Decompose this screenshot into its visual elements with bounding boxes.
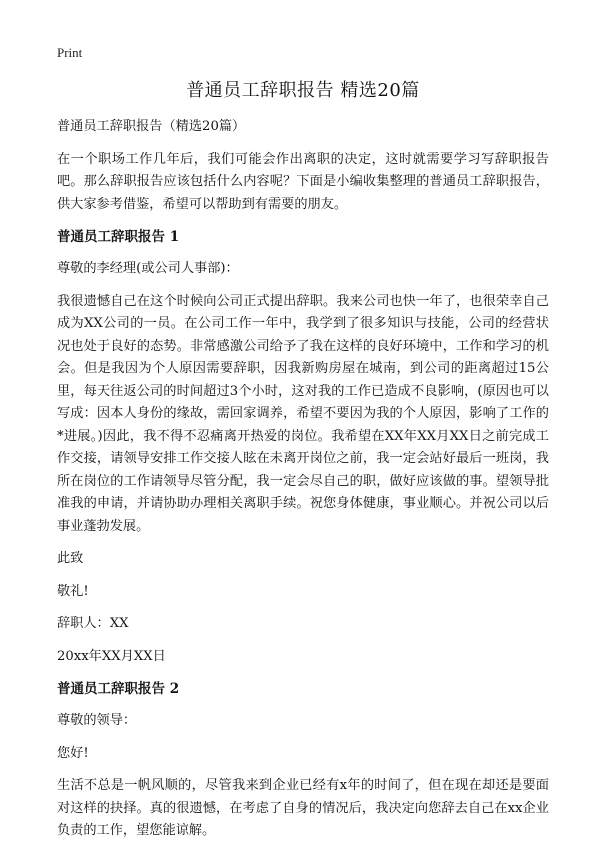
document-title: 普通员工辞职报告 精选20篇 bbox=[186, 80, 420, 101]
report-2-salutation: 尊敬的领导： bbox=[57, 713, 137, 728]
report-1-date: 20xx年XX月XX日 bbox=[57, 648, 166, 664]
document-subtitle: 普通员工辞职报告（精选20篇） bbox=[57, 119, 246, 134]
report-1-body: 我很遗憾自己在这个时候向公司正式提出辞职。我来公司也快一年了，也很荣幸自己成为XX公司的一员。在公司工作一年中，我学到了很多知识与技能，公司的经营状况也处于良好的态势。非常感激公司给予了我在这样的良好环境中，工作和学习的机会。但是我因为个人原因需要辞职，因我新购房屋在城南，到公司的距离超过15公里，每天往返公司的时间超过3个小时，这对我的工作已造成不良影响，(原因也可以写成：因本人身份的缘故，需回家调养，希望不要因为我的个人原因，影响了工作的*进展。)因此，我不得不忍痛离开热爱的岗位。我希望在XX年XX月XX日之前完成工作交接，请领导安排工作交接人眩在未离开岗位之前，我一定会站好最后一班岗，我所在岗位的工作请领导尽管分配，我一定会尽自己的职，做好应该做的事。望领导批准我的申请，并请协助办理相关离职手续。祝您身体健康，事业顺心。并祝公司以后事业蓬勃发展。 bbox=[57, 293, 549, 534]
report-1-heading: 普通员工辞职报告 1 bbox=[57, 229, 180, 245]
intro-paragraph: 在一个职场工作几年后，我们可能会作出离职的决定，这时就需要学习写辞职报告吧。那么辞职报告应该包括什么内容呢？下面是小编收集整理的普通员工辞职报告，供大家参考借鉴，希望可以帮助到有需要的朋友。 bbox=[57, 151, 549, 212]
report-1-closing-1: 此致 bbox=[57, 551, 84, 566]
report-2-body: 生活不总是一帆风顺的，尽管我来到企业已经有x年的时间了，但在现在却还是要面对这样的抉择。真的很遗憾，在考虑了自身的情况后，我决定向您辞去自己在xx企业负责的工作，望您能谅解。 bbox=[57, 778, 549, 838]
document-page bbox=[57, 78, 549, 853]
report-2-heading: 普通员工辞职报告 2 bbox=[57, 681, 180, 697]
print-link[interactable]: Print bbox=[57, 45, 83, 60]
report-1-closing-2: 敬礼! bbox=[57, 583, 89, 599]
report-2-greeting: 您好! bbox=[57, 745, 89, 761]
report-1-salutation: 尊敬的李经理(或公司人事部)： bbox=[57, 261, 239, 276]
report-1-signature: 辞职人：XX bbox=[57, 616, 129, 631]
